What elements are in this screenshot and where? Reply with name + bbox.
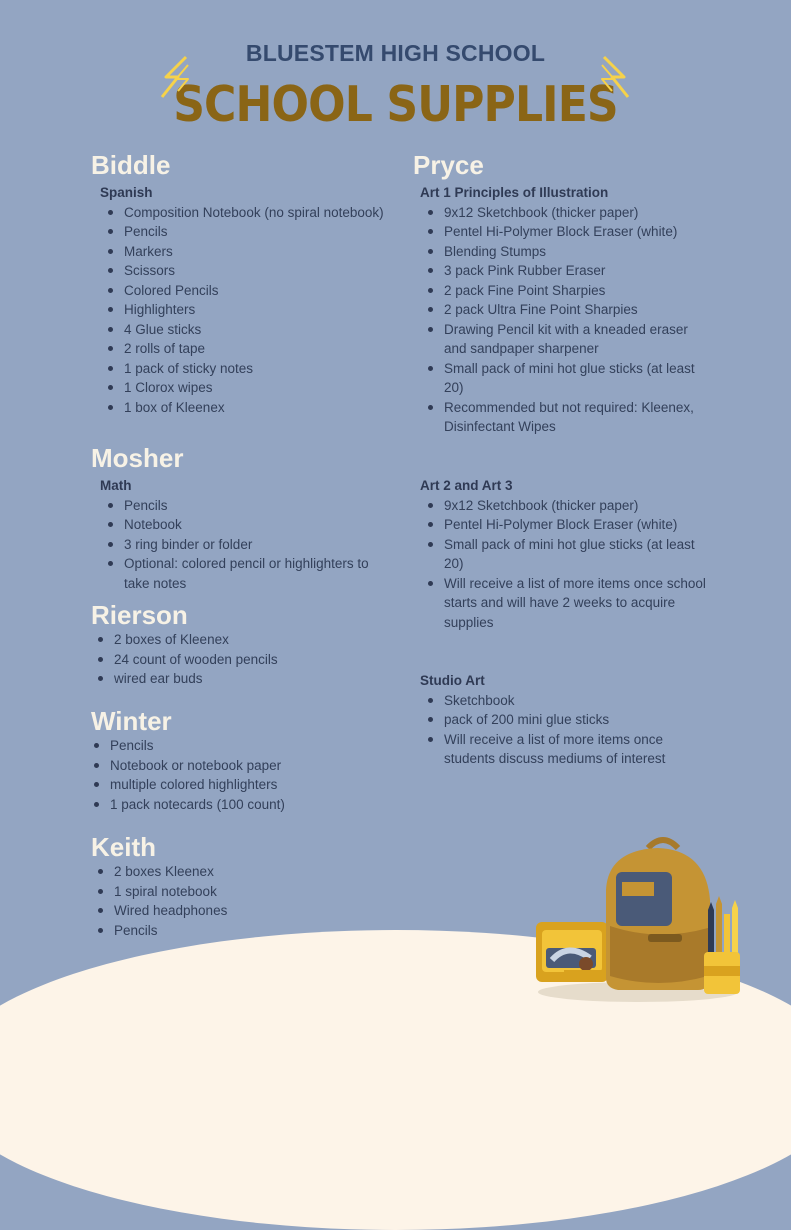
list-item: 3 ring binder or folder xyxy=(91,535,391,555)
list-item: Pencils xyxy=(91,222,391,242)
supply-list xyxy=(87,736,391,814)
teacher-section-rierson xyxy=(91,600,391,689)
subject-label: Art 1 Principles of Illustration xyxy=(420,185,609,200)
course-section-studio-art xyxy=(413,668,713,769)
list-item: 1 pack notecards (100 count) xyxy=(87,795,391,815)
subject-label: Spanish xyxy=(100,185,153,200)
subject-label: Art 2 and Art 3 xyxy=(420,478,513,493)
list-item: Small pack of mini hot glue sticks (at least 20) xyxy=(413,535,713,574)
list-item: Sketchbook xyxy=(413,691,713,711)
supply-list xyxy=(413,496,713,633)
list-item: 2 rolls of tape xyxy=(91,339,391,359)
list-item: Wired headphones xyxy=(91,901,391,921)
list-item: 4 Glue sticks xyxy=(91,320,391,340)
list-item: Drawing Pencil kit with a kneaded eraser and sandpaper sharpener xyxy=(413,320,713,359)
list-item: Scissors xyxy=(91,261,391,281)
teacher-name: Biddle xyxy=(91,150,171,180)
subject-label: Math xyxy=(100,478,132,493)
list-item: 9x12 Sketchbook (thicker paper) xyxy=(413,496,713,516)
list-item: 24 count of wooden pencils xyxy=(91,650,391,670)
list-item: Highlighters xyxy=(91,300,391,320)
list-item: Small pack of mini hot glue sticks (at least 20) xyxy=(413,359,713,398)
supply-list xyxy=(413,691,713,769)
list-item: 1 Clorox wipes xyxy=(91,378,391,398)
supply-list xyxy=(91,203,391,418)
list-item: 2 pack Ultra Fine Point Sharpies xyxy=(413,300,713,320)
backpack-icon xyxy=(606,840,710,990)
list-item: Notebook xyxy=(91,515,391,535)
teacher-section-keith xyxy=(91,832,391,940)
supply-list xyxy=(91,496,391,594)
list-item: Pencils xyxy=(91,496,391,516)
supply-list xyxy=(91,630,391,689)
list-item: Notebook or notebook paper xyxy=(87,756,391,776)
lightning-bolt-icon xyxy=(590,55,632,99)
list-item: 1 box of Kleenex xyxy=(91,398,391,418)
list-item: 2 boxes of Kleenex xyxy=(91,630,391,650)
school-supplies-illustration xyxy=(528,830,748,1010)
supply-list xyxy=(91,862,391,940)
list-item: 2 boxes Kleenex xyxy=(91,862,391,882)
list-item: Pentel Hi-Polymer Block Eraser (white) xyxy=(413,515,713,535)
teacher-name: Rierson xyxy=(91,600,188,630)
list-item: Will receive a list of more items once school starts and will have 2 weeks to acquire supplies xyxy=(413,574,713,633)
list-item: 1 pack of sticky notes xyxy=(91,359,391,379)
subject-label: Studio Art xyxy=(420,673,485,688)
course-section-art1 xyxy=(413,180,713,437)
list-item: Pencils xyxy=(87,736,391,756)
teacher-section-winter xyxy=(91,706,391,814)
teacher-section-mosher xyxy=(91,443,391,593)
teacher-name: Keith xyxy=(91,832,156,862)
list-item: 3 pack Pink Rubber Eraser xyxy=(413,261,713,281)
list-item: 2 pack Fine Point Sharpies xyxy=(413,281,713,301)
teacher-name: Pryce xyxy=(413,150,484,180)
list-item: Pentel Hi-Polymer Block Eraser (white) xyxy=(413,222,713,242)
list-item: Recommended but not required: Kleenex, Disinfectant Wipes xyxy=(413,398,713,437)
course-section-art2-3 xyxy=(413,473,713,632)
list-item: 9x12 Sketchbook (thicker paper) xyxy=(413,203,713,223)
teacher-section-biddle xyxy=(91,150,391,417)
list-item: multiple colored highlighters xyxy=(87,775,391,795)
list-item: Composition Notebook (no spiral notebook) xyxy=(91,203,391,223)
list-item: Markers xyxy=(91,242,391,262)
list-item: 1 spiral notebook xyxy=(91,882,391,902)
list-item: Pencils xyxy=(91,921,391,941)
list-item: Blending Stumps xyxy=(413,242,713,262)
school-name: BLUESTEM HIGH SCHOOL xyxy=(245,40,546,66)
page-title: SCHOOL SUPPLIES xyxy=(173,76,618,133)
list-item: Will receive a list of more items once students discuss mediums of interest xyxy=(413,730,713,769)
supply-list xyxy=(413,203,713,437)
list-item: wired ear buds xyxy=(91,669,391,689)
teacher-name: Mosher xyxy=(91,443,184,473)
list-item: pack of 200 mini glue sticks xyxy=(413,710,713,730)
pencil-cup-icon xyxy=(704,896,740,994)
list-item: Optional: colored pencil or highlighters to take notes xyxy=(91,554,391,593)
right-column xyxy=(413,150,713,766)
teacher-name: Winter xyxy=(91,706,172,736)
lunchbox-icon xyxy=(536,922,608,982)
list-item: Colored Pencils xyxy=(91,281,391,301)
lightning-bolt-icon xyxy=(158,55,200,99)
